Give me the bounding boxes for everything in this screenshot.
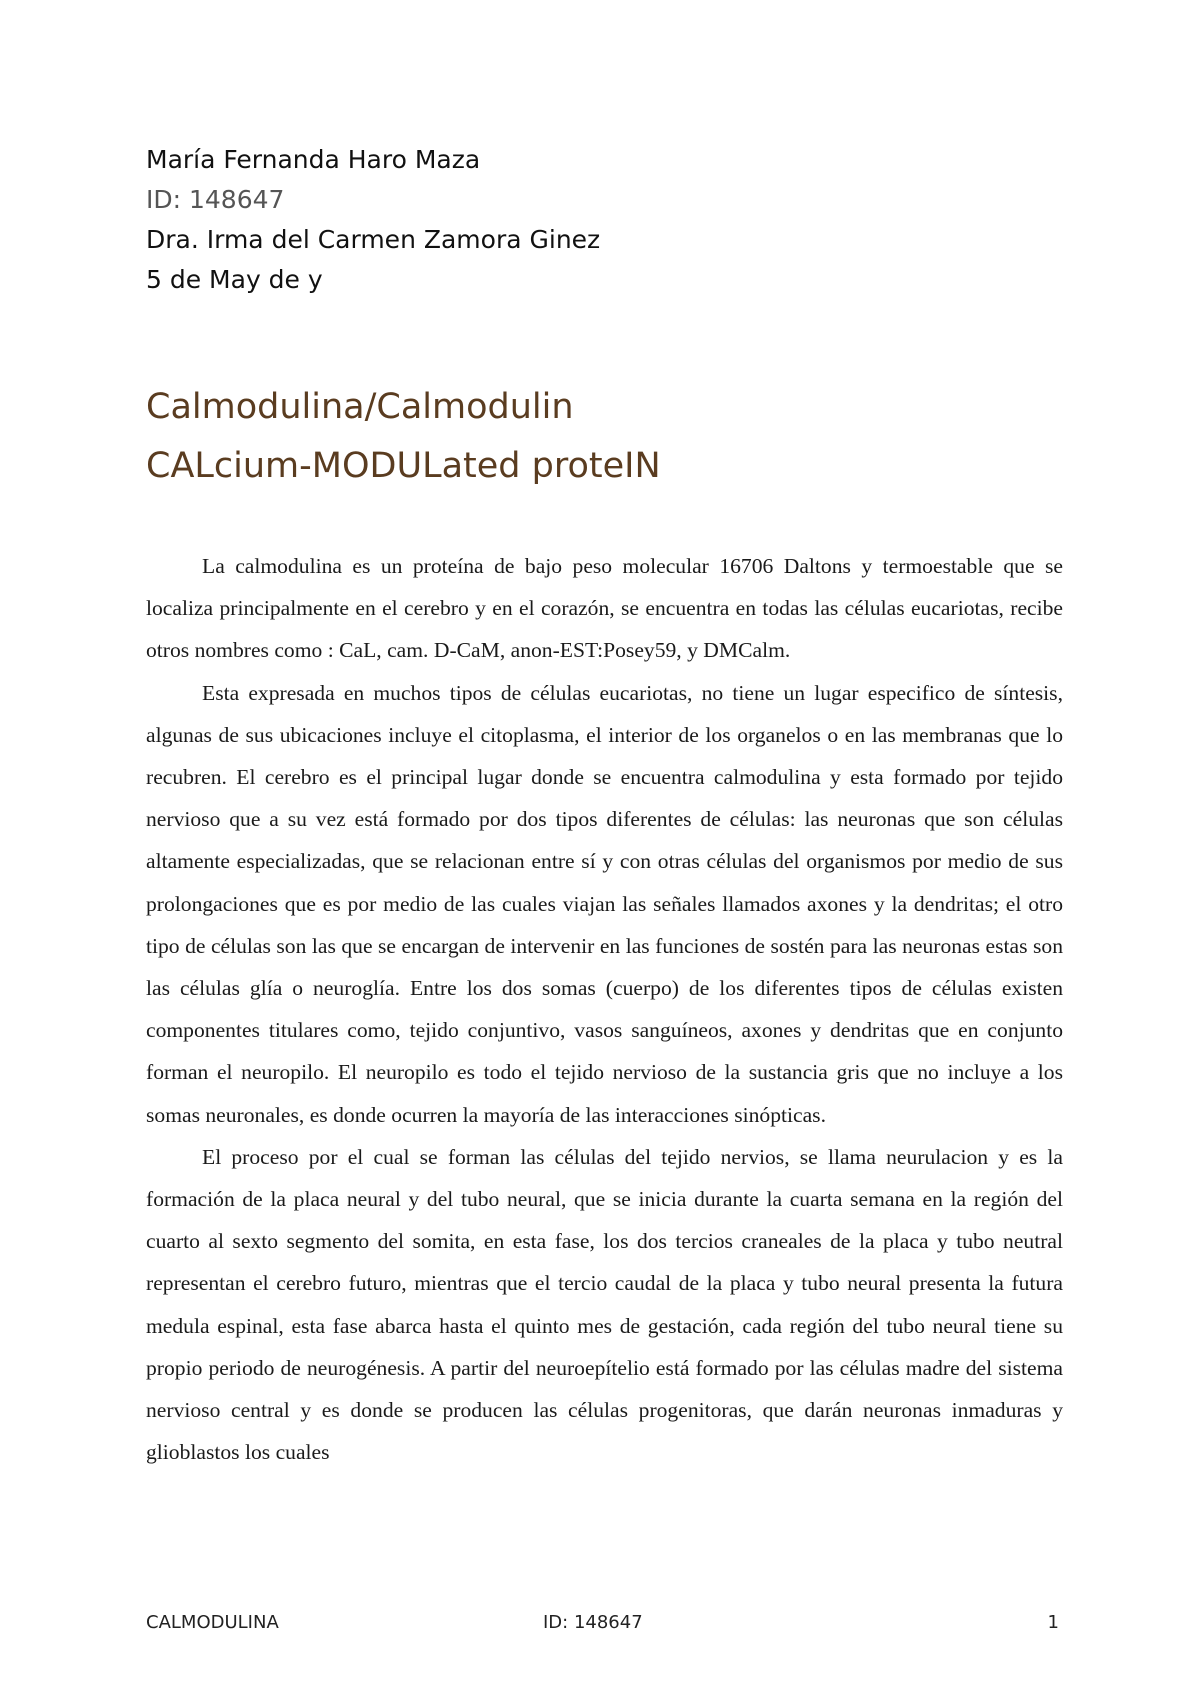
paragraph-2: Esta expresada en muchos tipos de células eucariotas, no tiene un lugar especifico de síntesis, algunas de sus ubicaciones incluye el citoplasma, el interior de los organelos o en las membranas que lo recubren. El cerebro es el principal lugar donde se encuentra calmodulina y esta formado por tejido nervioso que a su vez está formado por dos tipos diferentes de células: las neuronas que son células altamente especializadas, que se relacionan entre sí y con otras células del organismos por medio de sus prolongaciones que es por medio de las cuales viajan las señales llamados axones y la dendritas; el otro tipo de células son las que se encargan de intervenir en las funciones de sostén para las neuronas estas son las células glía o neuroglía. Entre los dos somas (cuerpo) de los diferentes tipos de células existen componentes titulares como, tejido conjuntivo, vasos sanguíneos, axones y dendritas que en conjunto forman el neuropilo. El neuropilo es todo el tejido nervioso de la sustancia gris que no incluye a los somas neuronales, es donde ocurren la mayoría de las interacciones sinópticas. [146,680,1063,1127]
title-line-1: Calmodulina/Calmodulin [146,387,574,427]
document-title [146,378,1066,496]
author-header [146,140,1066,300]
instructor-name: Dra. Irma del Carmen Zamora Ginez [146,225,601,254]
student-id: ID: 148647 [146,185,285,214]
paragraph-1: La calmodulina es un proteína de bajo peso molecular 16706 Daltons y termoestable que se localiza principalmente en el cerebro y en el corazón, se encuentra en todas las células eucariotas, recibe otros nombres como : CaL, cam. D-CaM, anon-EST:Posey59, y DMCalm. [146,554,1063,663]
footer-id: ID: 148647 [543,1612,643,1633]
title-line-2: CALcium-MODULated proteIN [146,446,661,486]
student-name: María Fernanda Haro Maza [146,145,481,174]
footer-title: CALMODULINA [146,1612,279,1633]
page-footer [146,1612,1063,1642]
body-text [146,545,1063,1473]
paragraph-3: El proceso por el cual se forman las células del tejido nervios, se llama neurulacion y es la formación de la placa neural y del tubo neural, que se inicia durante la cuarta semana en la región del cuarto al sexto segmento del somita, en esta fase, los dos tercios craneales de la placa y tubo neutral representan el cerebro futuro, mientras que el tercio caudal de la placa y tubo neural presenta la futura medula espinal, esta fase abarca hasta el quinto mes de gestación, cada región del tubo neural tiene su propio periodo de neurogénesis. A partir del neuroepítelio está formado por las células madre del sistema nervioso central y es donde se producen las células progenitoras, que darán neuronas inmaduras y glioblastos los cuales [146,1144,1063,1465]
document-date: 5 de May de y [146,265,323,294]
page-number: 1 [1047,1612,1059,1633]
